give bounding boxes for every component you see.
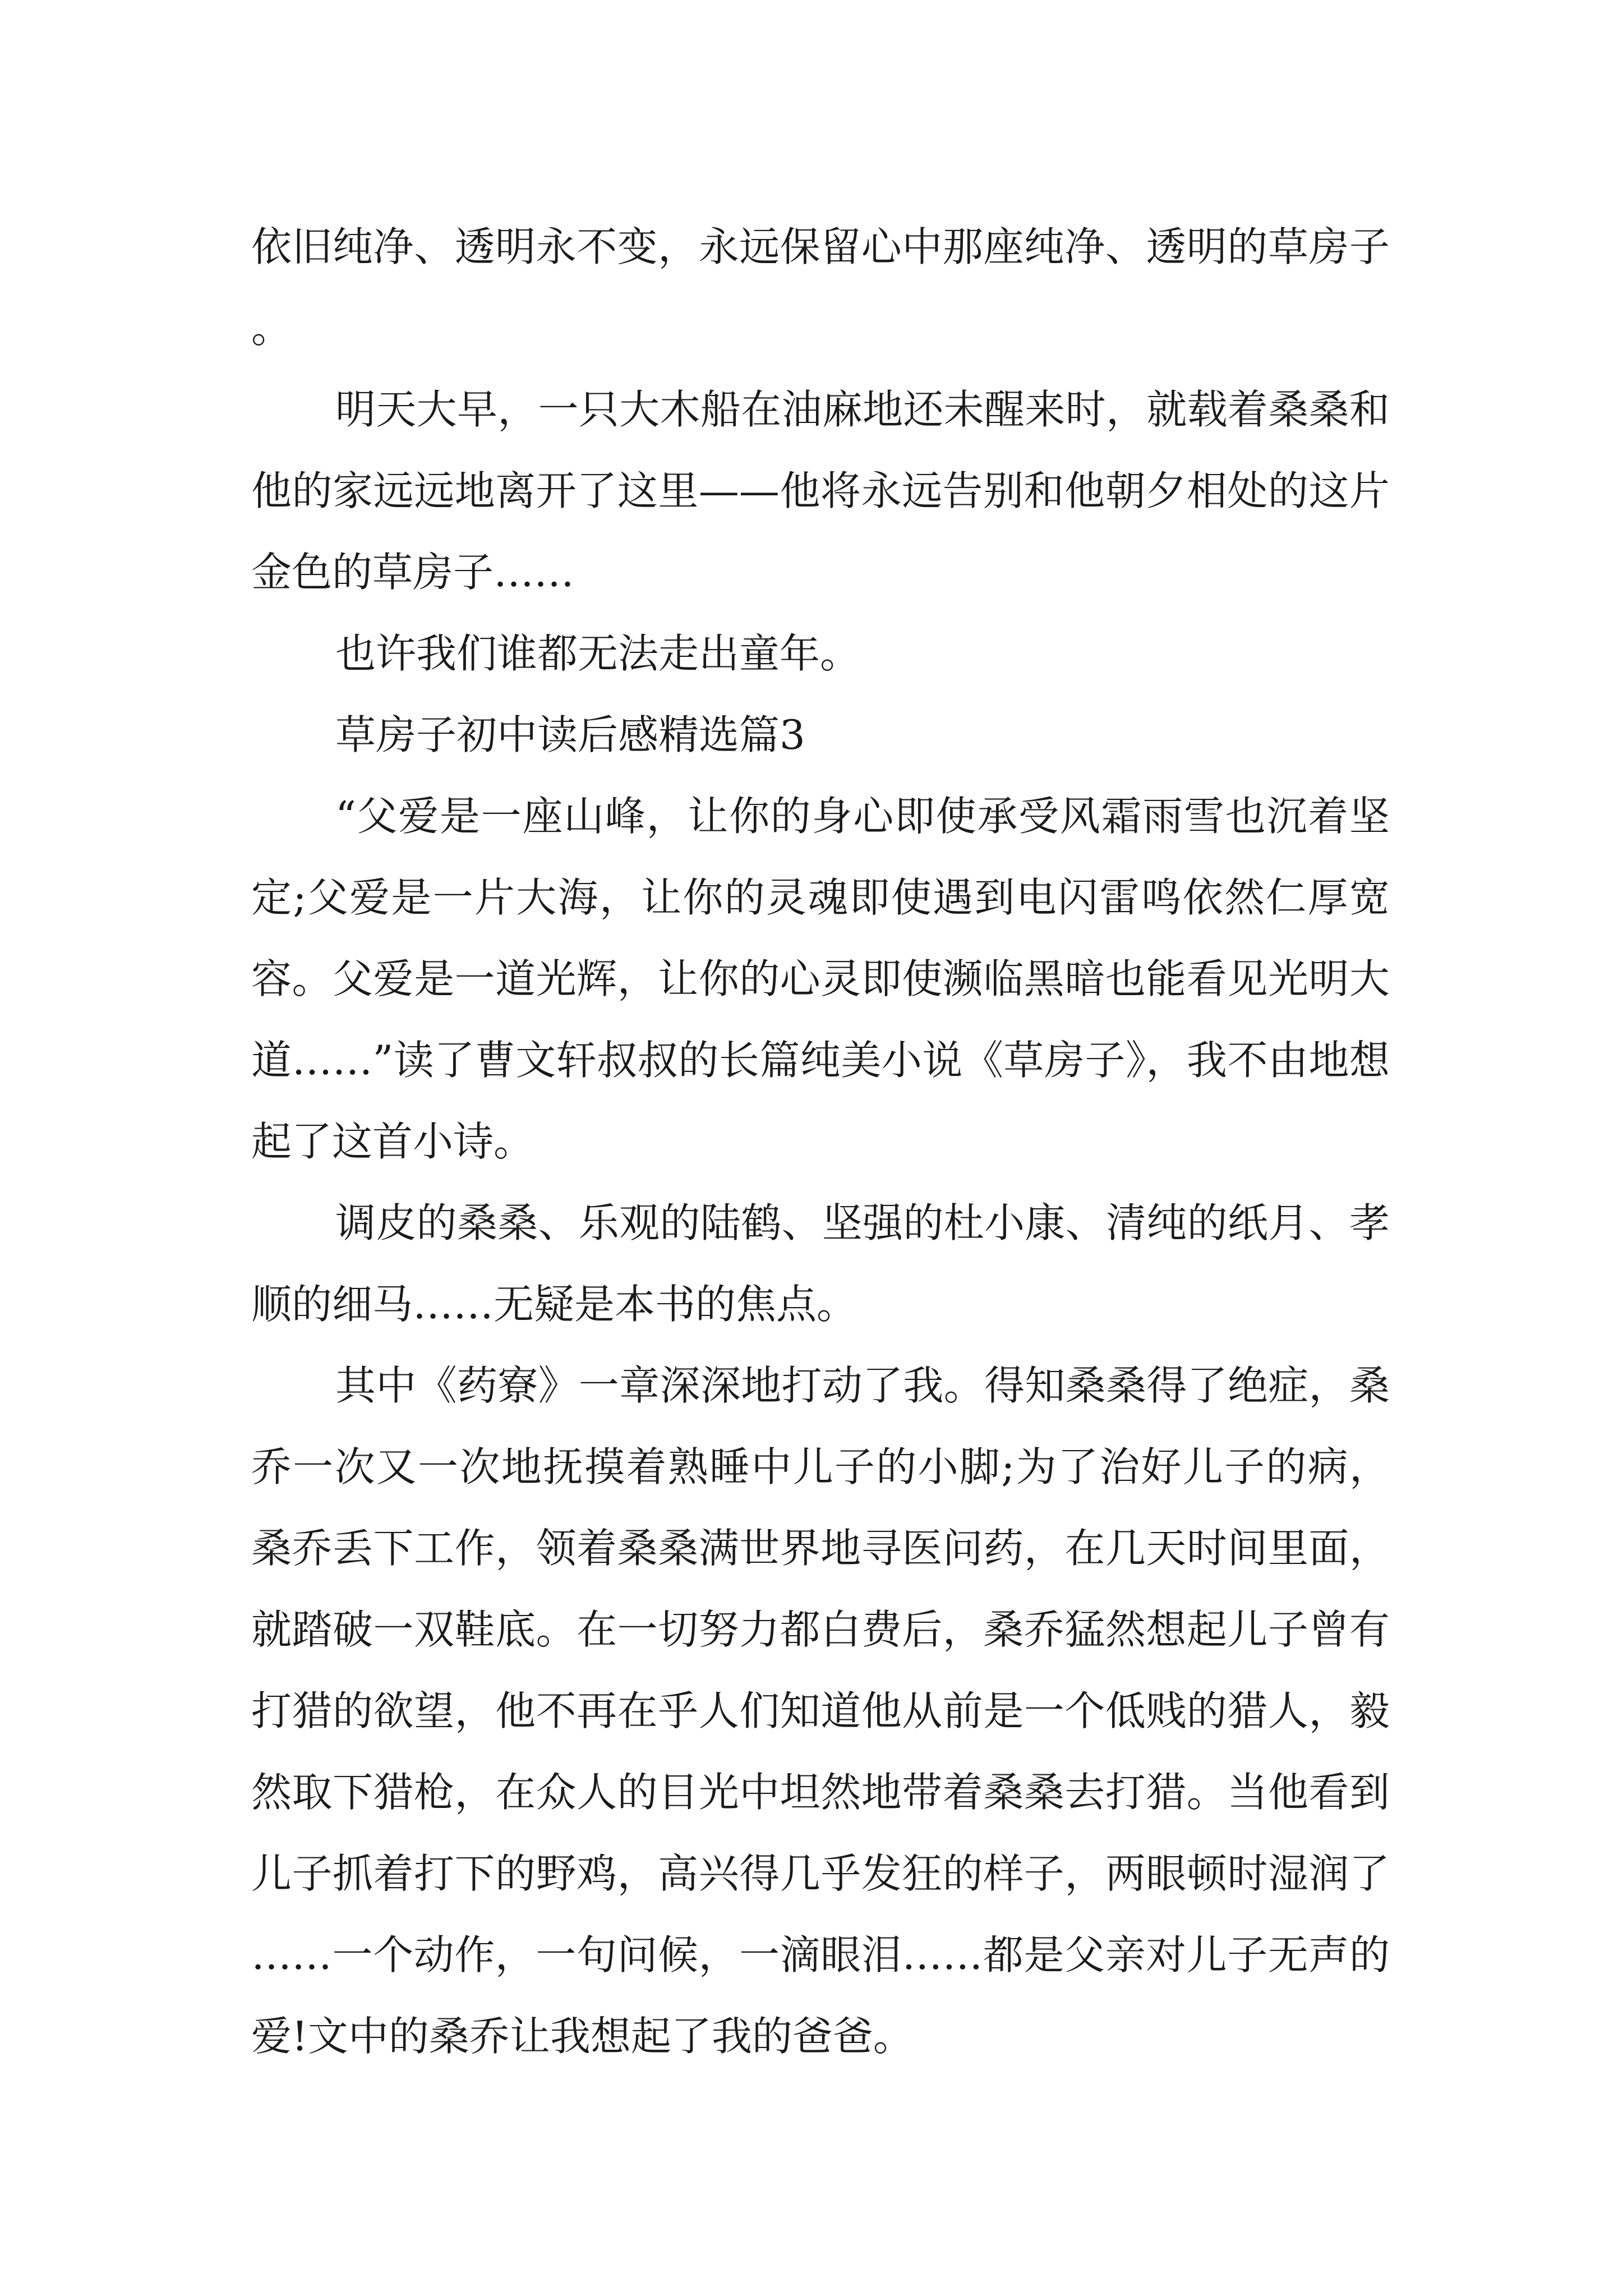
paragraph: 调皮的桑桑、乐观的陆鹤、坚强的杜小康、清纯的纸月、孝顺的细马……无疑是本书的焦点。	[251, 1199, 1390, 1328]
paragraph: 明天大早，一只大木船在油麻地还未醒来时，就载着桑桑和他的家远远地离开了这里——他将永远告别和他朝夕相处的这片金色的草房子……	[251, 386, 1390, 596]
paragraph: 其中《药寮》一章深深地打动了我。得知桑桑得了绝症，桑乔一次又一次地抚摸着熟睡中儿子的小脚;为了治好儿子的病，桑乔丢下工作，领着桑桑满世界地寻医问药，在几天时间里面，就踏破一双鞋底。在一切努力都白费后，桑乔猛然想起儿子曾有打猎的欲望，他不再在乎人们知道他从前是一个低贱的猎人，毅然取下猎枪，在众人的目光中坦然地带着桑桑去打猎。当他看到儿子抓着打下的野鸡，高兴得几乎发狂的样子，两眼顿时湿润了……一个动作，一句问候，一滴眼泪……都是父亲对儿子无声的爱!文中的桑乔让我想起了我的爸爸。	[251, 1362, 1390, 2060]
paragraph: 依旧纯净、透明永不变，永远保留心中那座纯净、透明的草房子。	[251, 223, 1390, 352]
paragraph: “父爱是一座山峰，让你的身心即使承受风霜雨雪也沉着坚定;父爱是一片大海，让你的灵魂即使遇到电闪雷鸣依然仁厚宽容。父爱是一道光辉，让你的心灵即使濒临黑暗也能看见光明大道……”读了曹文轩叔叔的长篇纯美小说《草房子》，我不由地想起了这首小诗。	[251, 793, 1390, 1165]
section-heading: 草房子初中读后感精选篇3	[335, 711, 805, 758]
paragraph: 也许我们谁都无法走出童年。	[335, 630, 861, 677]
document-body	[251, 206, 1390, 2077]
